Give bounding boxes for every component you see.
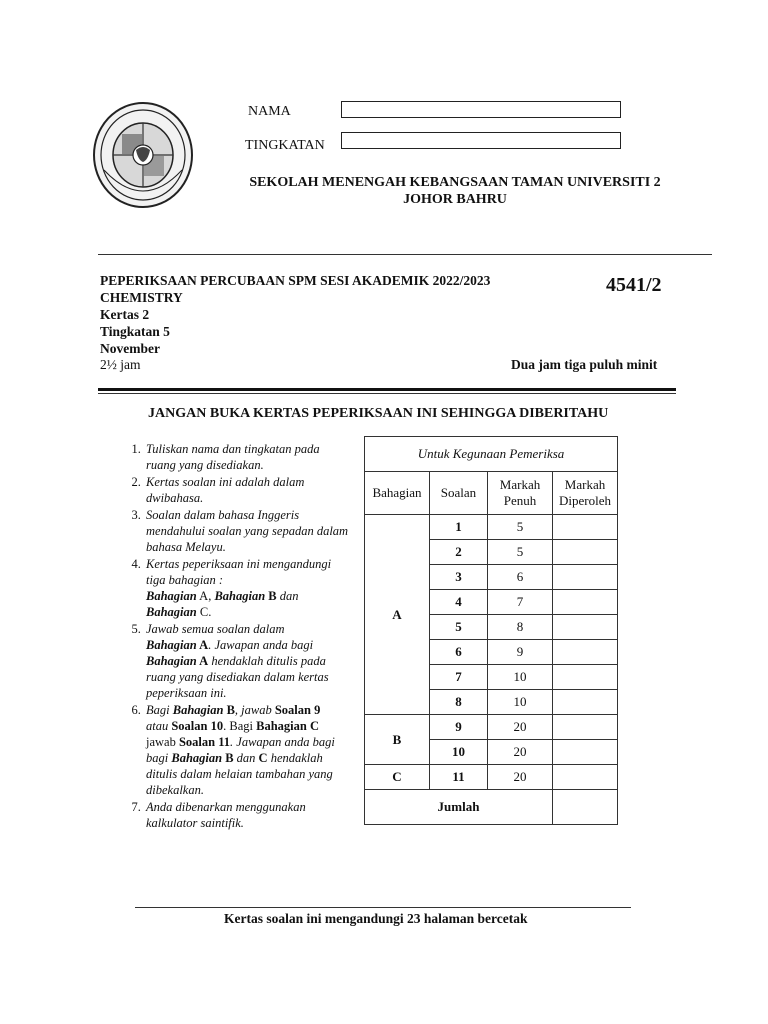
form-field[interactable] [341,132,621,149]
full-marks-value: 20 [488,740,553,765]
question-number: 5 [430,615,488,640]
instruction-item: 2. Kertas soalan ini adalah dalam dwibahasa. [144,474,352,506]
double-divider-top [98,388,676,391]
total-label: Jumlah [365,790,553,825]
total-marks-cell[interactable] [553,790,618,825]
obtained-marks-cell[interactable] [553,740,618,765]
full-marks-value: 5 [488,540,553,565]
section-c-cell: C [365,765,430,790]
full-marks-value: 10 [488,665,553,690]
question-number: 8 [430,690,488,715]
question-number: 10 [430,740,488,765]
obtained-marks-cell[interactable] [553,765,618,790]
school-crest-logo [92,100,194,212]
question-number: 11 [430,765,488,790]
instructions-list [120,441,352,832]
question-number: 1 [430,515,488,540]
footer-divider [135,907,631,908]
question-number: 7 [430,665,488,690]
col-header-section: Bahagian [365,472,430,515]
exam-duration-words: Dua jam tiga puluh minit [511,357,658,372]
name-label: NAMA [248,104,291,119]
name-field[interactable] [341,101,621,118]
exam-form: Tingkatan 5 [100,324,170,339]
instruction-item: 7. Anda dibenarkan menggunakan kalkulator saintifik. [144,799,352,831]
table-title: Untuk Kegunaan Pemeriksa [365,437,618,472]
full-marks-value: 8 [488,615,553,640]
obtained-marks-cell[interactable] [553,590,618,615]
school-name [190,174,720,208]
obtained-marks-cell[interactable] [553,615,618,640]
question-number: 9 [430,715,488,740]
obtained-marks-cell[interactable] [553,715,618,740]
obtained-marks-cell[interactable] [553,540,618,565]
instruction-item: 3. Soalan dalam bahasa Inggeris mendahului soalan yang sepadan dalam bahasa Melayu. [144,507,352,555]
full-marks-value: 6 [488,565,553,590]
exam-duration-short: 2½ jam [100,357,141,372]
full-marks-value: 10 [488,690,553,715]
full-marks-value: 5 [488,515,553,540]
question-number: 6 [430,640,488,665]
exam-subject: CHEMISTRY [100,290,183,305]
paper-code: 4541/2 [606,274,662,296]
section-a-cell: A [365,515,430,715]
col-header-full-marks: Markah Penuh [488,472,553,515]
obtained-marks-cell[interactable] [553,565,618,590]
header-divider [98,254,712,255]
exam-title: PEPERIKSAAN PERCUBAAN SPM SESI AKADEMIK 2022/2023 [100,273,491,288]
instruction-item: 5. Jawab semua soalan dalam Bahagian A. Jawapan anda bagi Bahagian A hendaklah ditulis pada ruang yang disediakan dalam kertas peperiksaan ini. [144,621,352,701]
instruction-item: 6. Bagi Bahagian B, jawab Soalan 9 atau Soalan 10. Bagi Bahagian C jawab Soalan 11. Jawapan anda bagi bagi Bahagian B dan C hendaklah ditulis dalam helaian tambahan yang dibekalkan. [144,702,352,798]
full-marks-value: 7 [488,590,553,615]
page-count-note: Kertas soalan ini mengandungi 23 halaman bercetak [224,911,528,926]
question-number: 2 [430,540,488,565]
school-name-line2: JOHOR BAHRU [403,192,507,207]
double-divider-bottom [98,393,676,394]
exam-month: November [100,341,160,356]
school-name-line1: SEKOLAH MENENGAH KEBANGSAAN TAMAN UNIVERSITI 2 [249,175,661,190]
examiner-marks-table [364,436,618,825]
instruction-item: 1. Tuliskan nama dan tingkatan pada ruang yang disediakan. [144,441,352,473]
exam-paper: Kertas 2 [100,307,150,322]
col-header-question: Soalan [430,472,488,515]
instruction-item: 4. Kertas peperiksaan ini mengandungi tiga bahagian : Bahagian A, Bahagian B dan Bahagian C. [144,556,352,620]
question-number: 3 [430,565,488,590]
col-header-obtained-marks: Markah Diperoleh [553,472,618,515]
section-b-cell: B [365,715,430,765]
form-label: TINGKATAN [245,138,325,153]
warning-text: JANGAN BUKA KERTAS PEPERIKSAAN INI SEHINGGA DIBERITAHU [148,406,609,421]
full-marks-value: 9 [488,640,553,665]
obtained-marks-cell[interactable] [553,515,618,540]
full-marks-value: 20 [488,715,553,740]
question-number: 4 [430,590,488,615]
obtained-marks-cell[interactable] [553,665,618,690]
full-marks-value: 20 [488,765,553,790]
obtained-marks-cell[interactable] [553,690,618,715]
obtained-marks-cell[interactable] [553,640,618,665]
